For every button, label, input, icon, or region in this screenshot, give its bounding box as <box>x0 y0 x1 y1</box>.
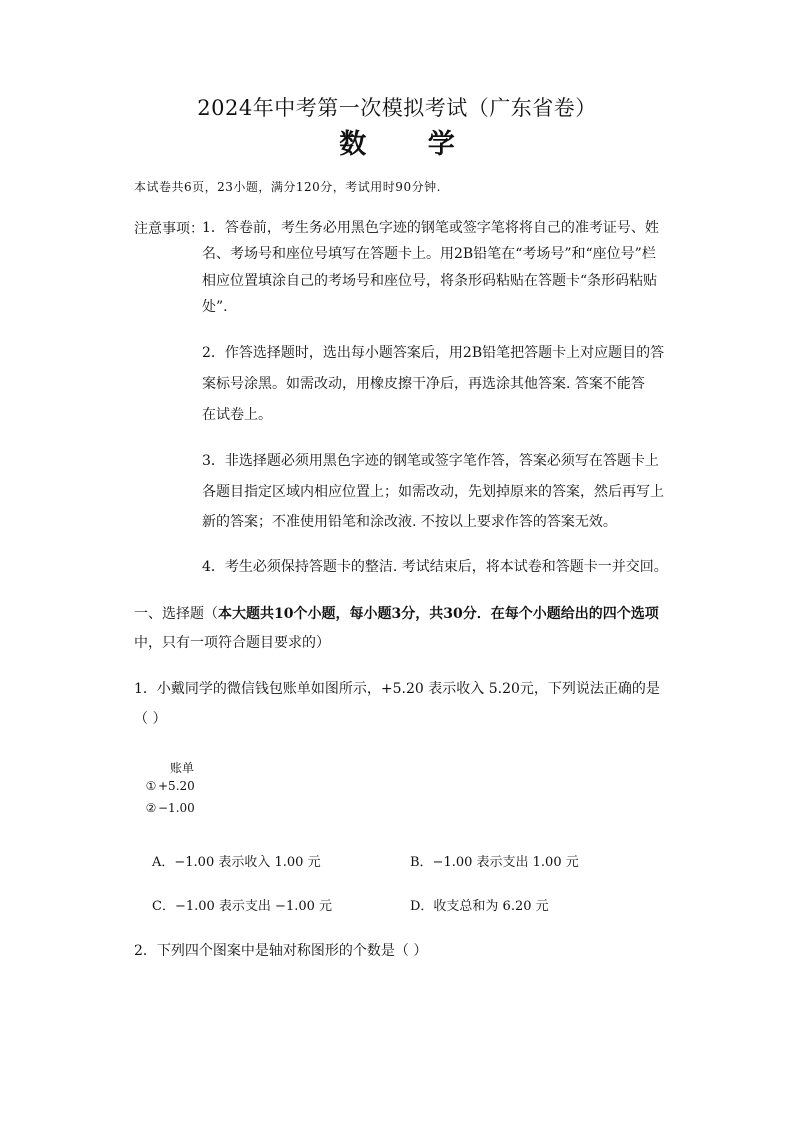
section-1-heading-line-2: 中，只有一项符合题目要求的） <box>134 635 330 651</box>
note-3-line-3: 新的答案；不准使用铅笔和涂改液. 不按以上要求作答的答案无效。 <box>202 514 617 530</box>
exam-title: 2024年中考第一次模拟考试（广东省卷） <box>197 96 597 120</box>
note-1-line-3: 相应位置填涂自己的考场号和座位号，将条形码粘贴在答题卡“条形码粘贴 <box>202 273 658 289</box>
q2-stem-line-1: 2．下列四个图案中是轴对称图形的个数是（ ） <box>134 943 428 959</box>
q1-option-d: D．收支总和为 6.20 元 <box>410 899 549 914</box>
bill-row-2 <box>144 801 195 815</box>
bill-row-1-marker: ① <box>145 779 157 793</box>
note-1-line-4: 处”. <box>202 299 228 315</box>
note-2-line-1: 2．作答选择题时，选出每小题答案后，用2B铅笔把答题卡上对应题目的答 <box>202 345 665 361</box>
bill-title: 账单 <box>170 761 195 775</box>
section-1-heading <box>134 603 659 623</box>
note-3-line-1: 3．非选择题必须用黑色字迹的钢笔或签字笔作答，答案必须写在答题卡上 <box>202 453 659 469</box>
bill-row-2-value: −1.00 <box>158 801 195 815</box>
q1-stem-line-1: 1．小戴同学的微信钱包账单如图所示，+5.20 表示收入 5.20元，下列说法正确的是 <box>134 681 660 697</box>
notes-label: 注意事项： <box>134 221 204 237</box>
q1-option-c: C．−1.00 表示支出 −1.00 元 <box>152 899 333 914</box>
note-2-line-3: 在试卷上。 <box>202 407 272 423</box>
bill-row-1 <box>144 779 195 793</box>
note-3-line-2: 各题目指定区域内相应位置上；如需改动，先划掉原来的答案，然后再写上 <box>202 484 664 500</box>
note-1-line-2: 名、考场号和座位号填写在答题卡上。用2B铅笔在“考场号”和“座位号”栏 <box>202 246 656 262</box>
q1-stem-line-2: （ ） <box>134 711 167 727</box>
note-4-line-1: 4．考生必须保持答题卡的整洁. 考试结束后，将本试卷和答题卡一并交回。 <box>202 559 668 575</box>
section-1-heading-bold: 本大题共10个小题，每小题3分，共30分．在每个小题给出的四个选项 <box>218 606 659 622</box>
bill-row-2-marker: ② <box>145 801 157 815</box>
note-2-line-2: 案标号涂黑。如需改动，用橡皮擦干净后，再选涂其他答案. 答案不能答 <box>202 376 645 392</box>
exam-info: 本试卷共6页，23小题，满分120分，考试用时90分钟. <box>134 180 441 194</box>
subject-title: 数 学 <box>339 129 481 160</box>
q1-option-a: A．−1.00 表示收入 1.00 元 <box>152 855 321 870</box>
note-1-line-1: 1．答卷前，考生务必用黑色字迹的钢笔或签字笔将将自己的准考证号、姓 <box>202 220 659 236</box>
q1-option-b: B．−1.00 表示支出 1.00 元 <box>410 855 579 870</box>
bill-row-1-value: +5.20 <box>158 779 195 793</box>
section-1-heading-prefix: 一、选择题（ <box>134 606 218 622</box>
